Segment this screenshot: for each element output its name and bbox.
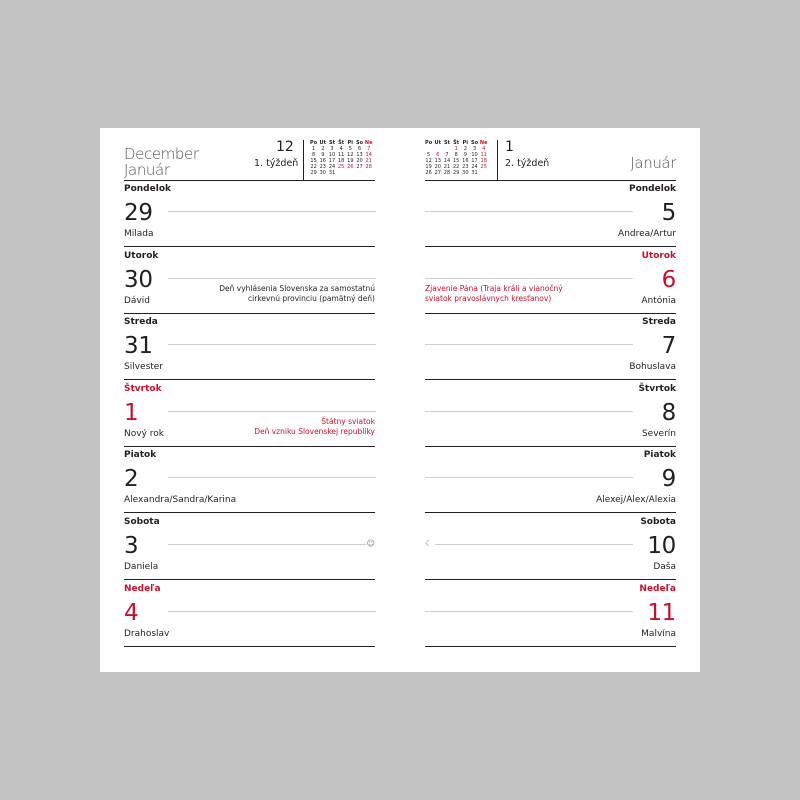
mini-calendar-day: 5 xyxy=(427,152,431,158)
day-name: Utorok xyxy=(641,250,676,261)
writing-line xyxy=(425,278,633,279)
event-note-line: Štátny sviatok xyxy=(321,416,375,426)
day-number: 4 xyxy=(124,599,139,626)
mini-calendar-day: 31 xyxy=(328,170,336,176)
mini-calendar-weekday: Po xyxy=(310,140,318,146)
nameday: Severín xyxy=(641,428,676,439)
mini-calendar-day: 15 xyxy=(310,158,317,164)
nameday: Milada xyxy=(124,229,154,239)
event-note-line: Zjavenie Pána (Traja králi a vianočný xyxy=(425,283,563,293)
mini-calendar-weekday: Pi xyxy=(347,140,354,146)
day-block xyxy=(124,381,375,447)
mini-calendar-day: 3 xyxy=(330,146,334,152)
day-name: Nedeľa xyxy=(639,583,676,594)
mini-calendar-day: 31 xyxy=(471,170,478,176)
mini-calendar-day: 9 xyxy=(463,152,467,158)
mini-calendar-day: 1 xyxy=(312,146,316,152)
mini-calendar-day: 1 xyxy=(454,146,458,152)
day-divider xyxy=(425,646,676,647)
mini-calendar-day: 11 xyxy=(337,152,345,158)
mini-calendar-day: 20 xyxy=(434,164,441,170)
mini-calendar-day: 24 xyxy=(471,164,478,170)
mini-calendar-day: 27 xyxy=(356,164,363,170)
mini-calendar-weekday: St xyxy=(443,140,450,146)
right-month-current: Január xyxy=(630,154,676,172)
mini-calendar-day: 7 xyxy=(367,146,371,152)
left-mini-calendar xyxy=(309,140,373,176)
mini-calendar-day: 30 xyxy=(462,170,469,176)
writing-line xyxy=(168,278,376,279)
mini-calendar-day: 2 xyxy=(463,146,467,152)
mini-calendar-day: 19 xyxy=(425,164,432,170)
mini-calendar-day: 11 xyxy=(480,152,487,158)
writing-line xyxy=(168,411,376,412)
mini-calendar-day: 21 xyxy=(365,158,372,164)
mini-calendar-day: 22 xyxy=(310,164,317,170)
day-number: 29 xyxy=(124,200,153,226)
mini-calendar-day: 18 xyxy=(480,158,487,164)
day-block xyxy=(124,314,375,380)
mini-calendar-day: 25 xyxy=(480,164,487,170)
mini-calendar-day: 17 xyxy=(471,158,478,164)
writing-line xyxy=(425,477,633,478)
day-number: 11 xyxy=(647,599,676,626)
mini-calendar-day: 10 xyxy=(471,152,478,158)
mini-calendar-weekday: Št xyxy=(338,140,345,146)
day-block xyxy=(425,314,676,380)
mini-calendar-day: 5 xyxy=(348,146,352,152)
left-header-divider xyxy=(303,140,304,180)
day-number: 1 xyxy=(124,399,139,426)
writing-line xyxy=(435,544,633,545)
day-name: Streda xyxy=(124,317,158,328)
day-block xyxy=(425,581,676,647)
nameday: Bohuslava xyxy=(629,362,676,373)
nameday: Daniela xyxy=(124,562,159,572)
mini-calendar-day: 16 xyxy=(319,158,326,164)
moon-phase-icon: ☾ xyxy=(425,539,433,548)
mini-calendar-day: 2 xyxy=(321,146,325,152)
day-number: 2 xyxy=(124,466,139,493)
mini-calendar-day: 28 xyxy=(443,170,451,176)
mini-calendar-day: 18 xyxy=(337,158,345,164)
day-number: 6 xyxy=(661,266,676,293)
planner-spread xyxy=(100,128,700,672)
mini-calendar-day: 25 xyxy=(337,164,345,170)
mini-calendar-day: 12 xyxy=(425,158,432,164)
day-number: 5 xyxy=(661,200,676,226)
left-month-prev: December xyxy=(124,145,199,163)
full-moon-icon: ☺ xyxy=(366,539,375,548)
mini-calendar-weekday: Ne xyxy=(364,140,373,146)
nameday: Alexej/Alex/Alexia xyxy=(596,495,676,506)
mini-calendar-day: 29 xyxy=(310,170,317,176)
nameday: Daša xyxy=(653,562,676,572)
mini-calendar-day: 22 xyxy=(452,164,460,170)
mini-calendar-day: 13 xyxy=(434,158,441,164)
mini-calendar-day: 21 xyxy=(443,164,451,170)
writing-line xyxy=(168,611,376,612)
mini-calendar-day xyxy=(346,170,355,176)
day-block xyxy=(124,181,375,247)
nameday: Nový rok xyxy=(124,428,164,439)
writing-line xyxy=(168,344,376,345)
mini-calendar-day: 16 xyxy=(462,158,469,164)
day-number: 8 xyxy=(661,399,676,426)
mini-calendar-day: 10 xyxy=(328,152,336,158)
mini-calendar-weekday: Pi xyxy=(462,140,469,146)
day-block xyxy=(425,514,676,580)
day-block xyxy=(425,248,676,314)
nameday: Malvína xyxy=(641,628,676,639)
mini-calendar-day: 8 xyxy=(312,152,316,158)
day-number: 10 xyxy=(647,533,676,559)
mini-calendar-day: 13 xyxy=(356,152,363,158)
right-header-divider xyxy=(497,140,498,180)
day-number: 3 xyxy=(124,533,139,559)
day-block xyxy=(124,581,375,647)
mini-calendar-day: 4 xyxy=(339,146,343,152)
mini-calendar-day: 15 xyxy=(452,158,460,164)
mini-calendar-day: 26 xyxy=(347,164,354,170)
writing-line xyxy=(425,411,633,412)
day-name: Sobota xyxy=(640,517,676,527)
day-number: 9 xyxy=(661,466,676,493)
day-block xyxy=(124,514,375,580)
day-name: Streda xyxy=(642,317,676,328)
left-week-label: 1. týždeň xyxy=(254,158,299,169)
day-block xyxy=(425,381,676,447)
mini-calendar-day: 30 xyxy=(319,170,326,176)
day-name: Piatok xyxy=(643,450,676,461)
mini-calendar-day: 6 xyxy=(436,152,440,158)
writing-line xyxy=(425,611,633,612)
nameday: Dávid xyxy=(124,295,150,306)
mini-calendar-day: 8 xyxy=(454,152,458,158)
mini-calendar-day: 14 xyxy=(443,158,451,164)
mini-calendar-weekday: Ut xyxy=(434,140,441,146)
mini-calendar-weekday: So xyxy=(471,140,479,146)
day-block xyxy=(425,447,676,513)
mini-calendar-weekday: Ne xyxy=(479,140,488,146)
day-name: Utorok xyxy=(124,250,159,261)
mini-calendar-day xyxy=(479,170,488,176)
mini-calendar-day xyxy=(337,170,346,176)
mini-calendar-day: 6 xyxy=(357,146,362,152)
mini-calendar-day xyxy=(364,170,373,176)
mini-calendar-day: 19 xyxy=(347,158,354,164)
event-note-line: Deň vzniku Slovenskej republiky xyxy=(254,426,375,436)
nameday: Antónia xyxy=(641,295,676,306)
day-name: Pondelok xyxy=(124,184,171,194)
mini-calendar-day: 27 xyxy=(434,170,441,176)
day-number: 7 xyxy=(661,333,676,360)
nameday: Drahoslav xyxy=(124,628,170,639)
right-mini-calendar xyxy=(424,140,488,176)
day-name: Pondelok xyxy=(629,184,676,194)
mini-calendar-day: 24 xyxy=(328,164,336,170)
left-week-number: 12 xyxy=(276,139,294,155)
mini-calendar-day: 14 xyxy=(365,152,372,158)
mini-calendar-weekday: St xyxy=(328,140,335,146)
event-note-line: Deň vyhlásenia Slovenska za samostatnú xyxy=(219,283,375,293)
mini-calendar-day: 23 xyxy=(319,164,326,170)
writing-line xyxy=(168,477,376,478)
writing-line xyxy=(168,544,366,545)
nameday: Silvester xyxy=(124,362,164,373)
day-divider xyxy=(124,646,375,647)
mini-calendar-day: 20 xyxy=(356,158,363,164)
mini-calendar-day: 3 xyxy=(472,146,477,152)
writing-line xyxy=(425,211,633,212)
mini-calendar-weekday: Ut xyxy=(319,140,326,146)
event-note xyxy=(219,284,375,304)
day-block xyxy=(425,181,676,247)
mini-calendar-day: 7 xyxy=(445,152,449,158)
mini-calendar-day: 28 xyxy=(365,164,372,170)
nameday: Andrea/Artur xyxy=(618,229,676,239)
mini-calendar-day: 4 xyxy=(482,146,486,152)
mini-calendar-weekday: So xyxy=(356,140,364,146)
mini-calendar-day: 9 xyxy=(321,152,325,158)
mini-calendar-day: 12 xyxy=(347,152,354,158)
right-week-number: 1 xyxy=(505,139,514,155)
day-name: Štvrtok xyxy=(638,383,676,394)
day-number: 31 xyxy=(124,333,153,360)
event-note xyxy=(425,284,563,304)
mini-calendar-day xyxy=(355,170,364,176)
day-block xyxy=(124,447,375,513)
event-note-line: cirkevnú provinciu (pamätný deň) xyxy=(248,293,375,303)
day-name: Piatok xyxy=(124,450,157,461)
mini-calendar-day: 29 xyxy=(452,170,460,176)
day-name: Štvrtok xyxy=(124,383,162,394)
mini-calendar-day: 26 xyxy=(425,170,432,176)
mini-calendar-week xyxy=(309,170,373,176)
mini-calendar-week xyxy=(424,170,488,176)
day-name: Sobota xyxy=(124,517,160,527)
writing-line xyxy=(168,211,376,212)
day-name: Nedeľa xyxy=(124,583,161,594)
day-block xyxy=(124,248,375,314)
nameday: Alexandra/Sandra/Karina xyxy=(124,495,237,506)
mini-calendar-day: 23 xyxy=(462,164,469,170)
mini-calendar-weekday: Po xyxy=(425,140,433,146)
writing-line xyxy=(425,344,633,345)
left-month-current: Január xyxy=(124,161,170,179)
mini-calendar-weekday: Št xyxy=(453,140,460,146)
right-week-label: 2. týždeň xyxy=(505,158,550,169)
event-note-line: sviatok pravoslávnych kresťanov) xyxy=(425,293,552,303)
day-number: 30 xyxy=(124,266,153,293)
mini-calendar-day: 17 xyxy=(328,158,336,164)
event-note xyxy=(254,417,375,437)
